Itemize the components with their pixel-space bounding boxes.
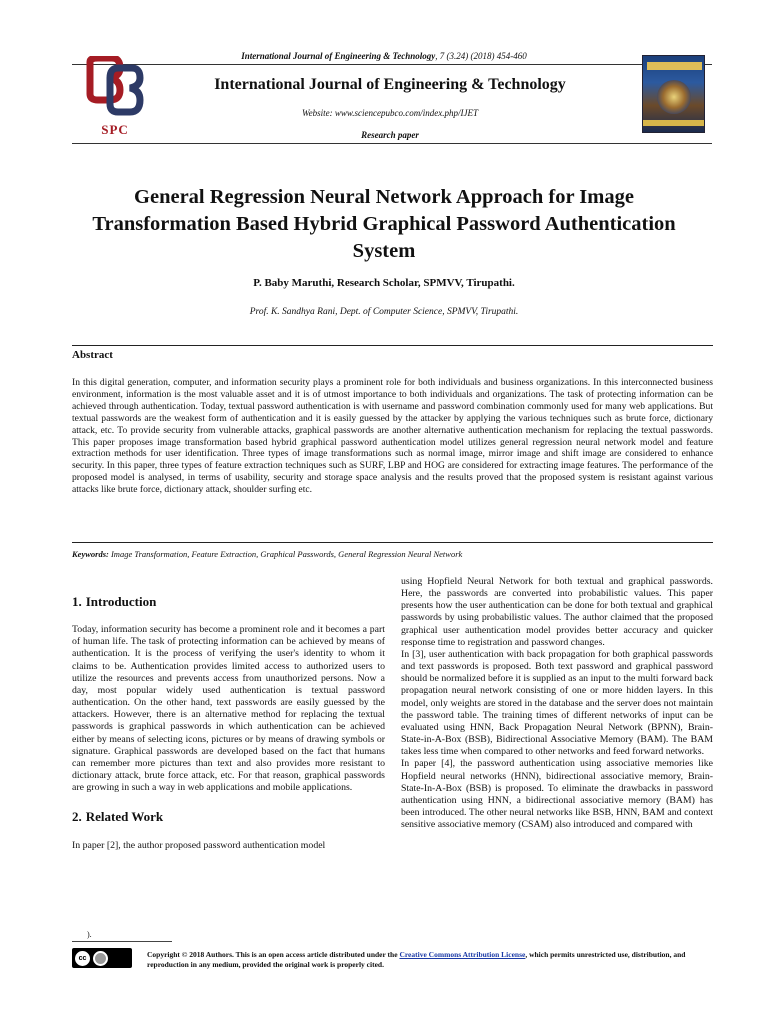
section-title: Introduction [85, 594, 157, 609]
section-number: 1. [72, 594, 82, 609]
section-title: Related Work [85, 809, 164, 825]
publisher-logo-text: SPC [101, 122, 129, 137]
abstract-rule-top [72, 345, 713, 346]
related-work-paragraph: In paper [2], the author proposed password authentication model [72, 839, 326, 851]
keywords [72, 549, 713, 559]
keywords-label: Keywords: [72, 549, 109, 559]
journal-cover-image [642, 55, 705, 133]
copyright-text-post: , which permits unrestricted use, distribution, and reproduction in any medium, provided the original work is properly cited. [147, 950, 686, 969]
left-column [72, 596, 385, 852]
right-paragraph-3: In paper [4], the password authentication using associative memories like Hopfield neural networks (HNN), bidirectional associative memory, Brain-State-In-A-Box (BSB) is proposed. To eliminate the drawbacks in password authentication using HNN, a bidirectional associative memory (BAM) has been introduced. The other neural networks like BSB, HNN, BAM and context sensitive associative memory (CSAM) also introduced and compared with [401, 758, 713, 831]
section-heading-related-work [72, 811, 385, 823]
cover-bottom-band [643, 120, 705, 126]
creative-commons-badge[interactable] [72, 948, 132, 968]
author-primary: P. Baby Maruthi, Research Scholar, SPMVV, Tirupathi. [253, 277, 515, 289]
paper-type: Research paper [361, 130, 419, 140]
journal-citation-name: International Journal of Engineering & Technology [241, 51, 436, 61]
keywords-text: Image Transformation, Feature Extraction, Graphical Passwords, General Regression Neural Network [108, 549, 463, 559]
journal-citation-volume: , 7 (3.24) (2018) 454-460 [435, 51, 527, 61]
journal-name: International Journal of Engineering & Technology [214, 76, 566, 93]
publisher-logo [80, 56, 150, 136]
cover-title-band [647, 62, 702, 70]
attribution-icon [93, 951, 108, 966]
right-paragraph-2: In [3], user authentication with back propagation for both graphical passwords and text passwords is proposed. Both text password and graphical password should be normalized before it is supplied as an input to the multi forward back propagation neural network consisting of one or more hidden layers. In this model, only weights are stored in the database and the server does not maintain the password table. The training times of different networks of input can be evaluated using HNN, Back Propagation Neural Network (BPNN), Brain-State-in-A-Box (BSB), Bidirectional Associative Memory (BAM). The BAM takes less time when compared to other networks and feed forward networks. [401, 648, 713, 758]
header-rule-bottom [72, 143, 712, 144]
author-secondary: Prof. K. Sandhya Rani, Dept. of Computer Science, SPMVV, Tirupathi. [249, 307, 519, 317]
abstract-heading: Abstract [72, 349, 113, 361]
right-column [401, 576, 713, 831]
cover-graphic [657, 80, 691, 114]
introduction-paragraph: Today, information security has become a prominent role and it becomes a part of human life. The task of protecting information can be achieved by means of authentication. It is the process of verifying the user's identity to whom it claims to be. Authentication provides limited access to authorized users to utilize the resources and prevents access from unauthorized persons. Now a day, most popular widely used authentication is textual password authentication. On the other hand, text passwords are easily guessed by the attackers. However, there is an alternative method for replacing the textual passwords is graphical passwords in which authentication can be achieved either by means of selecting icons, pictures or by means of drawing symbols or signature. Graphical passwords are developed based on the fact that humans can remember more pictures than text and also provides more resistant to dictionary attack, brute force attack, etc. For that reason, graphical passwords are growing in such a way in web applications and mobile applications. [72, 624, 385, 794]
license-link[interactable]: Creative Commons Attribution License [399, 950, 526, 959]
footnote: ). [87, 930, 92, 939]
section-heading-introduction [72, 596, 385, 608]
abstract-rule-bottom [72, 542, 713, 543]
section-number: 2. [72, 809, 82, 825]
journal-website: Website: www.sciencepubco.com/index.php/IJET [302, 108, 478, 118]
copyright-text-pre: Copyright © 2018 Authors. This is an open access article distributed under the [147, 950, 400, 959]
right-paragraph-1: using Hopfield Neural Network for both textual and graphical passwords. Here, the passwords are converted into probabilistic values. This paper presents how the user authentication can be done for both textual and graphical passwords by using probabilistic values. The author claimed that the proposed graphical user authentication model provides better accuracy and quicker response time to registration and password changes. [401, 576, 713, 648]
cc-icon: cc [75, 951, 90, 966]
publisher-logo-icon [80, 56, 150, 122]
paper-title: General Regression Neural Network Approach for Image Transformation Based Hybrid Graphical Password Authentication System [92, 186, 676, 262]
footnote-rule [72, 941, 172, 942]
abstract-body: In this digital generation, computer, and information security plays a prominent role for both individuals and business organizations. In this interconnected business environment, information is the most valuable asset and it is of utmost importance to both individuals and organizations. The task of protecting information can be achieved through authentication. Today, textual password authentication is with username and password combination commonly used for many web applications. But textual passwords are the weakest form of authentication and it is easily guessed by the attacker by applying the various techniques such as brute force, dictionary attack, etc. To provide security from vulnerable attacks, graphical passwords are another alternative authentication mechanism for replacing the textual passwords. This paper proposes image transformation based hybrid graphical password authentication model utilizes general regression neural network model and feature extraction methods for user identification. Three types of image transformations such as normal image, mirror image and shift image are considered to enhance security. In this paper, three types of feature extraction techniques such as SURF, LBP and HOG are considered for extracting image features. The performance of the proposed model is analysed, in terms of usability, security and storage space analysis and the results proved that the proposed system is resistant against various attacks like brute force, dictionary attack, shoulder surfing etc. [72, 377, 713, 496]
copyright-notice [147, 950, 713, 970]
header-rule-top [72, 64, 712, 65]
